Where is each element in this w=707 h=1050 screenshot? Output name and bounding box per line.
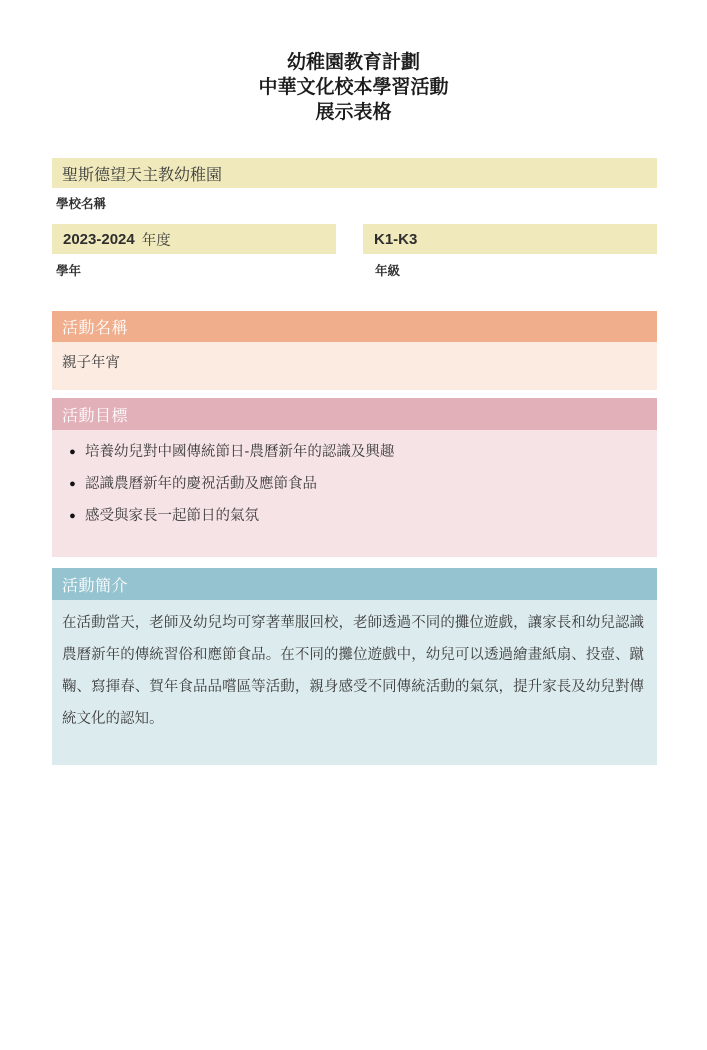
activity-intro-section bbox=[52, 568, 657, 765]
page-title bbox=[0, 50, 707, 125]
activity-goals-header: 活動目標 bbox=[52, 398, 657, 430]
activity-goals-section bbox=[52, 398, 657, 557]
activity-intro-body: 在活動當天，老師及幼兒均可穿著華服回校，老師透過不同的攤位遊戲，讓家長和幼兒認識農曆新年的傳統習俗和應節食品。在不同的攤位遊戲中，幼兒可以透過繪畫紙扇、投壺、蹴鞠、寫揮春、賀年食品品嚐區等活動，親身感受不同傳統活動的氣氛，提升家長及幼兒對傳統文化的認知。 bbox=[52, 600, 657, 765]
page-title-line-1: 幼稚園教育計劃 bbox=[286, 52, 420, 73]
activity-name-header: 活動名稱 bbox=[52, 311, 657, 342]
activity-name-body bbox=[52, 342, 657, 390]
bullet-icon: ● bbox=[69, 478, 76, 490]
activity-goals-body bbox=[52, 430, 657, 557]
bullet-icon: ● bbox=[69, 446, 76, 458]
school-name-field bbox=[52, 158, 657, 188]
school-name-value: 聖斯德望天主教幼稚園 bbox=[62, 166, 223, 184]
goal-list-item bbox=[60, 436, 643, 468]
year-grade-labels bbox=[52, 254, 657, 279]
year-grade-row bbox=[52, 224, 657, 254]
grade-label: 年級 bbox=[375, 264, 401, 278]
school-year-column bbox=[52, 224, 336, 254]
activity-name-value: 親子年宵 bbox=[62, 355, 120, 371]
grade-label-cell bbox=[363, 254, 657, 279]
goal-item-text: 認識農曆新年的慶祝活動及應節食品 bbox=[85, 476, 317, 492]
activity-name-section bbox=[52, 311, 657, 390]
school-year-label: 學年 bbox=[56, 264, 82, 278]
school-year-value: 2023-2024 bbox=[63, 230, 135, 248]
bullet-icon: ● bbox=[69, 510, 76, 522]
grade-field bbox=[363, 224, 657, 254]
school-year-field bbox=[52, 224, 336, 254]
school-name-label: 學校名稱 bbox=[56, 197, 107, 211]
goal-list-item bbox=[60, 468, 643, 500]
school-year-label-cell bbox=[52, 254, 336, 279]
activity-intro-header: 活動簡介 bbox=[52, 568, 657, 600]
goal-item-text: 培養幼兒對中國傳統節日-農曆新年的認識及興趣 bbox=[85, 444, 395, 460]
grade-column bbox=[363, 224, 657, 254]
form-content bbox=[52, 158, 657, 765]
document-page bbox=[0, 50, 707, 1050]
school-year-suffix: 年度 bbox=[141, 232, 171, 249]
goal-list-item bbox=[60, 500, 643, 532]
grade-value: K1-K3 bbox=[374, 230, 418, 248]
page-title-line-3: 展示表格 bbox=[315, 102, 392, 123]
page-title-line-2: 中華文化校本學習活動 bbox=[258, 77, 449, 98]
goal-item-text: 感受與家長一起節日的氣氛 bbox=[85, 508, 259, 524]
